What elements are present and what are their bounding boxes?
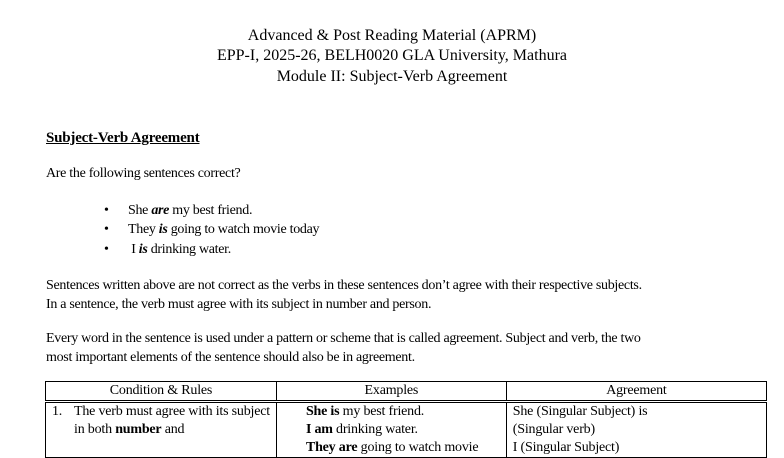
bullet-icon: • — [104, 222, 109, 237]
agreement-paragraph: Every word in the sentence is used under a pattern or scheme that is called agreement. Subject and verb, the two most important elements of the sentence should also be in agreement. — [46, 331, 641, 365]
explanation-paragraph: Sentences written above are not correct as the verbs in these sentences don’t agree with their respective subjects. In a sentence, the verb must agree with its subject in number and person. — [46, 278, 642, 312]
bullet-icon: • — [104, 203, 109, 218]
table-header-row — [46, 382, 767, 402]
header-agreement: Agreement — [506, 382, 766, 402]
incorrect-verb: is — [138, 242, 148, 257]
rules-table — [45, 381, 767, 458]
agreement-cell: She (Singular Subject) is (Singular verb) I (Singular Subject) — [506, 402, 766, 458]
section-heading: Subject-Verb Agreement — [46, 130, 200, 146]
examples-cell — [276, 402, 506, 458]
table-row — [46, 402, 767, 458]
bullet-icon: • — [104, 242, 109, 257]
course-info: EPP-I, 2025-26, BELH0020 GLA University, Mathura — [216, 47, 568, 64]
header-condition-rules: Condition & Rules — [46, 382, 277, 402]
rule-cell: 1. The verb must agree with its subject in both number and — [46, 402, 277, 458]
incorrect-verb: is — [158, 222, 168, 237]
example-line: She is my best friend. — [305, 404, 425, 419]
example-line: They are going to watch movie — [305, 440, 479, 455]
example-line: I am drinking water. — [305, 422, 418, 437]
module-title: Module II: Subject-Verb Agreement — [276, 68, 508, 85]
document-title: Advanced & Post Reading Material (APRM) — [247, 27, 537, 44]
header-examples: Examples — [276, 382, 506, 402]
incorrect-verb: are — [151, 203, 170, 218]
question-text: Are the following sentences correct? — [46, 166, 241, 181]
